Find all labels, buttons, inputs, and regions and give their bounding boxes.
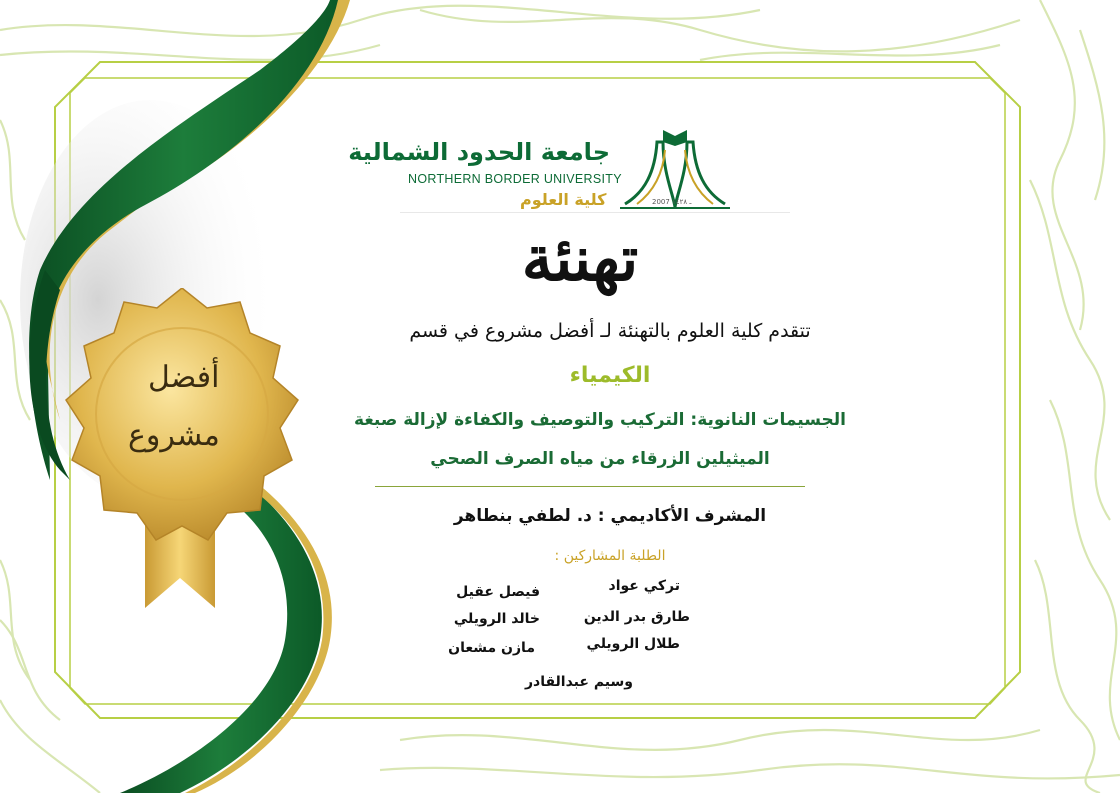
university-emblem [615,112,735,212]
section-divider [375,486,805,487]
congratulations-title: تهنئة [521,222,639,295]
student-name: وسيم عبدالقادر [524,674,633,690]
department-name: الكيمياء [569,363,651,388]
project-title-line-2: الميثيلين الزرقاء من مياه الصرف الصحي [430,449,770,469]
university-name-english: NORTHERN BORDER UNIVERSITY [408,172,622,186]
seal-line-2: مشروع [128,418,220,453]
seal-line-1: أفضل [148,360,220,395]
student-name: فيصل عقيل [456,584,540,600]
student-name: مازن مشعان [448,640,535,656]
student-name: تركي عواد [608,578,680,594]
intro-text: تتقدم كلية العلوم بالتهنئة لـ أفضل مشروع في قسم [409,320,811,342]
student-name: خالد الرويلي [453,611,540,627]
emblem-years: 2007 ـ ١٤٢٨ [652,198,692,206]
university-logo [348,110,740,220]
supervisor-line: المشرف الأكاديمي : د. لطفي بنطاهر [453,506,767,526]
logo-divider [400,212,790,213]
students-label: الطلبة المشاركين : [554,548,666,564]
project-title-line-1: الجسيمات النانوية: التركيب والتوصيف والكفاءة لإزالة صبغة [354,410,846,430]
student-name: طارق بدر الدين [583,609,690,625]
university-name-arabic: جامعة الحدود الشمالية [348,138,610,166]
student-name: طلال الرويلي [586,636,680,652]
college-name-arabic: كلية العلوم [520,190,607,209]
